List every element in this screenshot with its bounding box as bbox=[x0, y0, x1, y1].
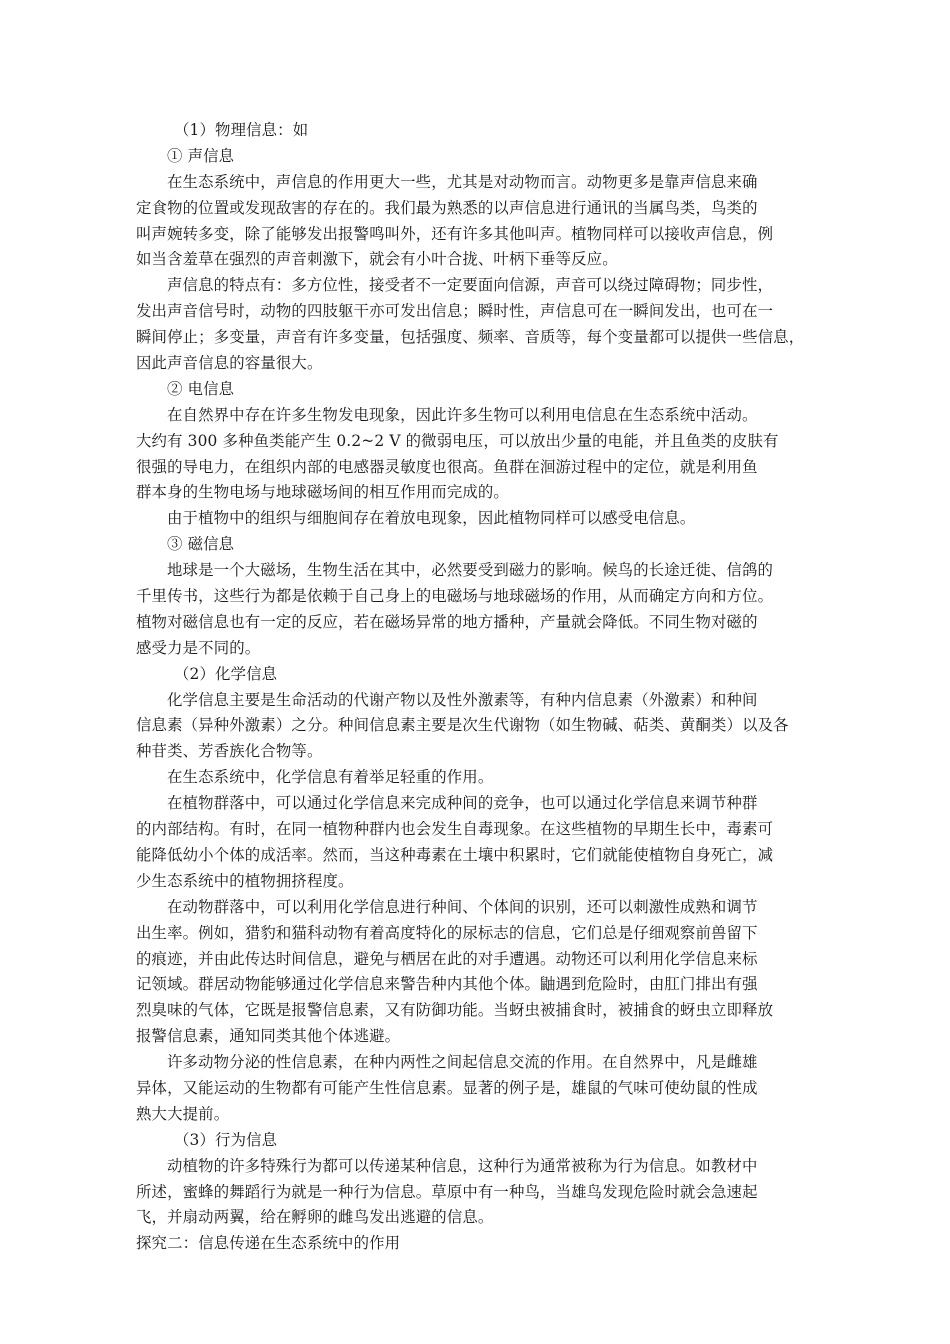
text-line: 的痕迹，并由此传达时间信息，避免与栖居在此的对手遭遇。动物还可以利用化学信息来标 bbox=[136, 949, 758, 968]
text-line: 探究二：信息传递在生态系统中的作用 bbox=[136, 1234, 401, 1253]
text-line: 种苷类、芳香族化合物等。 bbox=[136, 742, 323, 761]
text-line: 出生率。例如，猎豹和猫科动物有着高度特化的尿标志的信息，它们总是仔细观察前兽留下 bbox=[136, 923, 758, 942]
text-line: 许多动物分泌的性信息素，在种内两性之间起信息交流的作用。在自然界中，凡是雌雄 bbox=[167, 1053, 758, 1072]
text-line: 由于植物中的组织与细胞间存在着放电现象，因此植物同样可以感受电信息。 bbox=[167, 509, 696, 528]
text-line: 植物对磁信息也有一定的反应，若在磁场异常的地方播种，产量就会降低。不同生物对磁的 bbox=[136, 612, 758, 631]
text-line: ② 电信息 bbox=[167, 379, 235, 398]
text-line: （1）物理信息：如 bbox=[174, 121, 309, 139]
document-body bbox=[136, 118, 816, 1257]
text-line: 报警信息素，通知同类其他个体逃避。 bbox=[136, 1027, 401, 1046]
text-line: 因此声音信息的容量很大。 bbox=[136, 354, 323, 373]
text-line: 的内部结构。有时，在同一植物种群内也会发生自毒现象。在这些植物的早期生长中，毒素可 bbox=[136, 820, 774, 839]
text-line: ③ 磁信息 bbox=[167, 535, 235, 554]
text-line: 瞬间停止；多变量，声音有许多变量，包括强度、频率、音质等，每个变量都可以提供一些信息， bbox=[136, 328, 805, 347]
text-line: 地球是一个大磁场，生物生活在其中，必然要受到磁力的影响。候鸟的长途迁徙、信鸽的 bbox=[167, 561, 774, 580]
text-line: 群本身的生物电场与地球磁场间的相互作用而完成的。 bbox=[136, 483, 509, 502]
text-line: 异体，又能运动的生物都有可能产生性信息素。显著的例子是，雄鼠的气味可使幼鼠的性成 bbox=[136, 1078, 758, 1097]
text-line: 烈臭味的气体，它既是报警信息素，又有防御功能。当蚜虫被捕食时，被捕食的蚜虫立即释放 bbox=[136, 1001, 774, 1020]
text-line: ① 声信息 bbox=[167, 146, 235, 165]
text-line: 在动物群落中，可以利用化学信息进行种间、个体间的识别，还可以刺激性成熟和调节 bbox=[167, 897, 758, 916]
text-line: （3）行为信息 bbox=[174, 1130, 278, 1149]
text-line: 所述，蜜蜂的舞蹈行为就是一种行为信息。草原中有一种鸟，当雄鸟发现危险时就会急速起 bbox=[136, 1182, 758, 1201]
text-line: 声信息的特点有：多方位性，接受者不一定要面向信源，声音可以绕过障碍物；同步性， bbox=[167, 276, 774, 295]
text-line: 在植物群落中，可以通过化学信息来完成种间的竞争，也可以通过化学信息来调节种群 bbox=[167, 794, 758, 813]
text-line: 感受力是不同的。 bbox=[136, 638, 261, 657]
text-line: 如当含羞草在强烈的声音刺激下，就会有小叶合拢、叶柄下垂等反应。 bbox=[136, 250, 618, 269]
text-line: 在自然界中存在许多生物发电现象，因此许多生物可以利用电信息在生态系统中活动。 bbox=[167, 405, 758, 424]
text-line: 熟大大提前。 bbox=[136, 1104, 230, 1123]
text-line: 很强的导电力，在组织内部的电感器灵敏度也很高。鱼群在洄游过程中的定位，就是利用鱼 bbox=[136, 457, 758, 476]
text-line: 能降低幼小个体的成活率。然而，当这种毒素在土壤中积累时，它们就能使植物自身死亡，减 bbox=[136, 845, 774, 864]
text-line: 千里传书，这些行为都是依赖于自己身上的电磁场与地球磁场的作用，从而确定方向和方位。 bbox=[136, 587, 774, 606]
text-line: 信息素（异种外激素）之分。种间信息素主要是次生代谢物（如生物碱、萜类、黄酮类）以及各 bbox=[136, 716, 789, 735]
text-line: 发出声音信号时，动物的四肢躯干亦可发出信息；瞬时性，声信息可在一瞬间发出，也可在一 bbox=[136, 302, 774, 321]
text-line: （2）化学信息 bbox=[174, 664, 278, 683]
text-line: 叫声婉转多变，除了能够发出报警鸣叫外，还有许多其他叫声。植物同样可以接收声信息，例 bbox=[136, 224, 774, 243]
text-line: 定食物的位置或发现敌害的存在的。我们最为熟悉的以声信息进行通讯的当属鸟类，鸟类的 bbox=[136, 198, 758, 217]
text-line: 在生态系统中，化学信息有着举足轻重的作用。 bbox=[167, 768, 494, 787]
text-line: 记领域。群居动物能够通过化学信息来警告种内其他个体。鼬遇到危险时，由肛门排出有强 bbox=[136, 975, 758, 994]
text-line: 飞，并扇动两翼，给在孵卵的雌鸟发出逃避的信息。 bbox=[136, 1208, 494, 1227]
text-line: 大约有 300 多种鱼类能产生 0.2~2 V 的微弱电压，可以放出少量的电能，并且鱼类的皮肤有 bbox=[136, 431, 779, 450]
text-line: 动植物的许多特殊行为都可以传递某种信息，这种行为通常被称为行为信息。如教材中 bbox=[167, 1156, 758, 1175]
text-line: 化学信息主要是生命活动的代谢产物以及性外激素等，有种内信息素（外激素）和种间 bbox=[167, 690, 758, 709]
text-line: 在生态系统中，声信息的作用更大一些，尤其是对动物而言。动物更多是靠声信息来确 bbox=[167, 172, 758, 191]
text-line: 少生态系统中的植物拥挤程度。 bbox=[136, 871, 354, 890]
